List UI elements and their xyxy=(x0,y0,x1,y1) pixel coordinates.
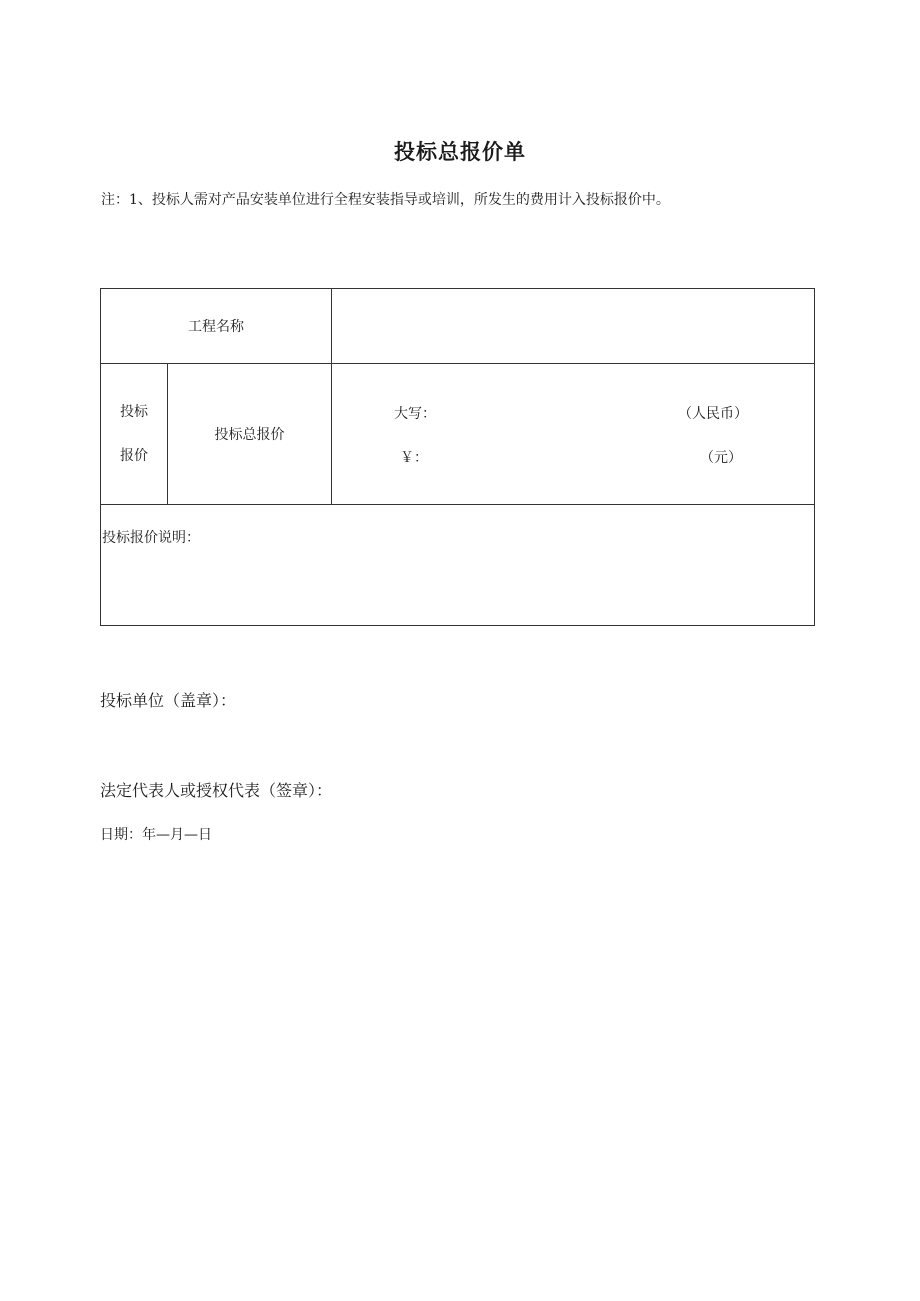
bid-label-cell xyxy=(101,364,168,505)
yen-amount-label: ￥： xyxy=(400,450,428,466)
bid-notes-cell[interactable] xyxy=(101,505,815,626)
bid-notes-label: 投标报价说明： xyxy=(102,530,200,546)
table-row-project-name xyxy=(101,289,815,364)
bidder-unit-seal-label: 投标单位（盖章）： xyxy=(100,691,237,710)
bid-price-table xyxy=(100,288,815,626)
date-label: 日期：年—月—日 xyxy=(100,827,212,843)
bid-label-line1: 投标 xyxy=(120,404,148,420)
document-title: 投标总报价单 xyxy=(394,140,526,164)
legal-representative-signature-label: 法定代表人或授权代表（签章）： xyxy=(100,781,333,800)
rmb-unit-label: （人民币） xyxy=(678,406,748,422)
capital-amount-label: 大写： xyxy=(394,406,436,422)
bid-label-line2: 报价 xyxy=(120,448,148,464)
project-name-value-cell[interactable] xyxy=(332,289,815,364)
amount-cell[interactable] xyxy=(332,364,815,505)
table-row-notes xyxy=(101,505,815,626)
yuan-unit-label: （元） xyxy=(700,450,742,466)
total-price-label-cell xyxy=(168,364,332,505)
project-name-label: 工程名称 xyxy=(188,319,244,335)
note-text: 注：1、投标人需对产品安装单位进行全程安装指导或培训，所发生的费用计入投标报价中。 xyxy=(101,192,670,208)
project-name-label-cell xyxy=(101,289,332,364)
amount-box xyxy=(332,364,814,504)
total-price-label: 投标总报价 xyxy=(214,427,285,443)
table-row-bid-price xyxy=(101,364,815,505)
